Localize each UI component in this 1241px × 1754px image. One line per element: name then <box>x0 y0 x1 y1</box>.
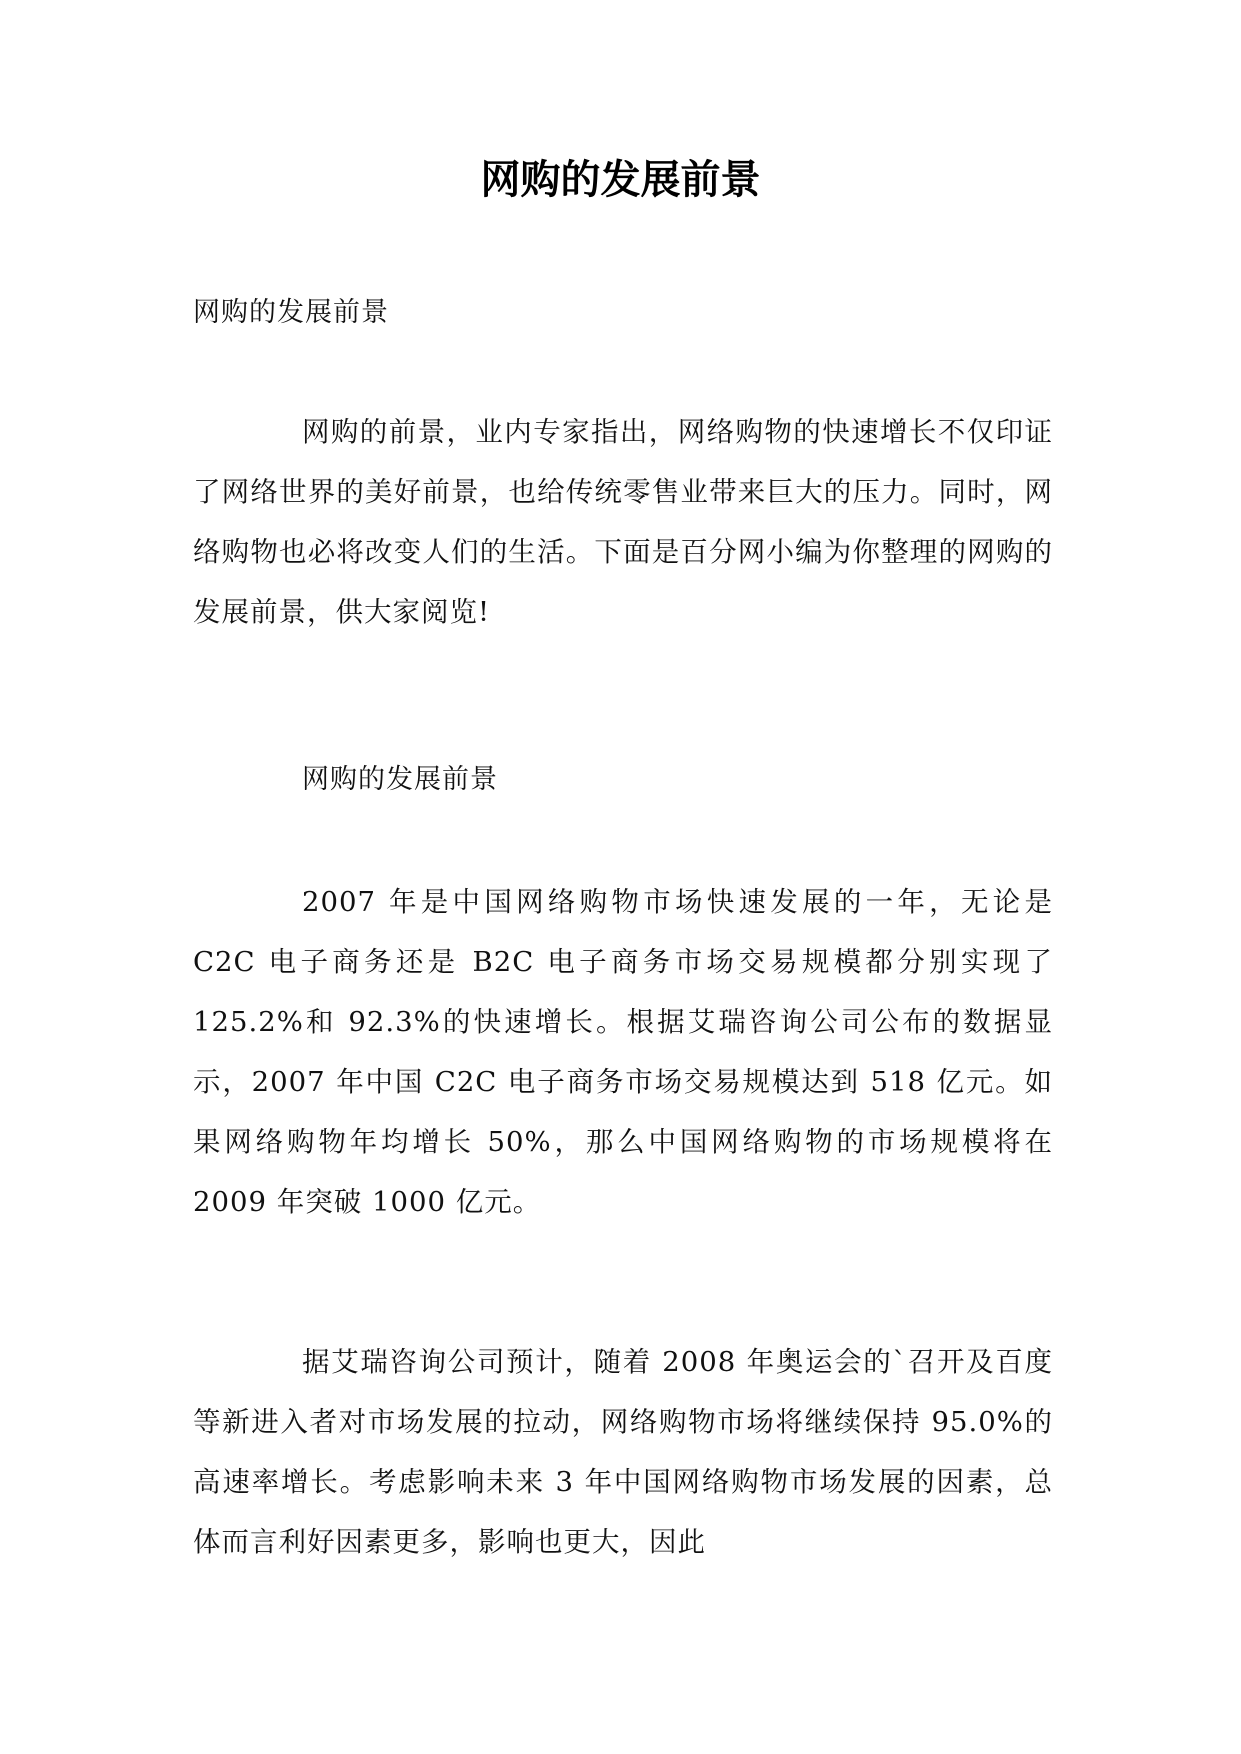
paragraph-market-2007: 2007 年是中国网络购物市场快速发展的一年，无论是 C2C 电子商务还是 B2C 电子商务市场交易规模都分别实现了 125.2%和 92.3%的快速增长。根据艾瑞咨询公司公布的数据显示，2007 年中国 C2C 电子商务市场交易规模达到 518 亿元。如果网络购物年均增长 50%，那么中国网络购物的市场规模将在 2009 年突破 1000 亿元。 <box>193 886 1053 1218</box>
document-subtitle: 网购的发展前景 <box>193 297 389 328</box>
paragraph-forecast: 据艾瑞咨询公司预计，随着 2008 年奥运会的`召开及百度等新进入者对市场发展的拉动，网络购物市场将继续保持 95.0%的高速率增长。考虑影响未来 3 年中国网络购物市场发展的因素，总体而言利好因素更多，影响也更大，因此 <box>193 1346 1053 1558</box>
document-title: 网购的发展前景 <box>480 156 761 203</box>
paragraph-intro: 网购的前景，业内专家指出，网络购物的快速增长不仅印证了网络世界的美好前景，也给传统零售业带来巨大的压力。同时，网络购物也必将改变人们的生活。下面是百分网小编为你整理的网购的发展前景，供大家阅览! <box>193 416 1053 628</box>
section-heading: 网购的发展前景 <box>302 764 498 795</box>
